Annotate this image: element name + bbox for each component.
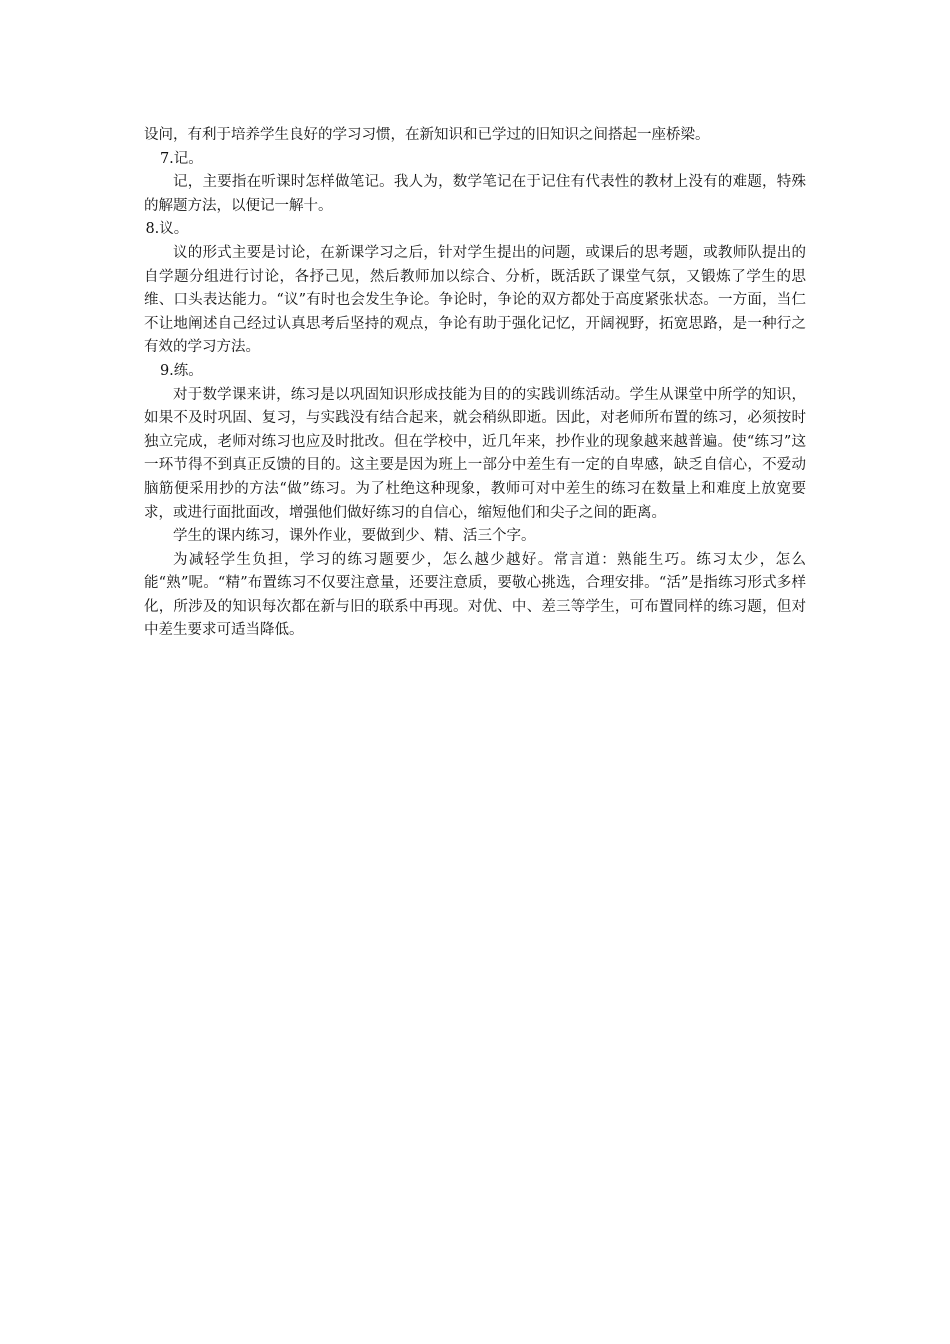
- document-body: [144, 124, 806, 643]
- paragraph-exercise-design: 为减轻学生负担，学习的练习题要少，怎么越少越好。常言道：熟能生巧。练习太少，怎么能“熟”呢。“精”布置练习不仅要注意量，还要注意质，要敬心挑选，合理安排。“活”是指练习形式多样化，所涉及的知识每次都在新与旧的联系中再现。对优、中、差三等学生，可布置同样的练习题，但对中差生要求可适当降低。: [144, 551, 806, 639]
- paragraph-discussion: 议的形式主要是讨论，在新课学习之后，针对学生提出的问题，或课后的思考题，或教师队提出的自学题分组进行讨论，各抒己见，然后教师加以综合、分析，既活跃了课堂气氛，又锻炼了学生的思维、口头表达能力。“议”有时也会发生争论。争论时，争论的双方都处于高度紧张状态。一方面，当仁不让地阐述自己经过认真思考后坚持的观点，争论有助于强化记忆，开阔视野，拓宽思路，是一种行之有效的学习方法。: [144, 244, 806, 356]
- section-heading-8: 8.议。: [145, 221, 189, 238]
- paragraph-practice: 对于数学课来讲，练习是以巩固知识形成技能为目的的实践训练活动。学生从课堂中所学的知识，如果不及时巩固、复习，与实践没有结合起来，就会稍纵即逝。因此，对老师所布置的练习，必须按时独立完成，老师对练习也应及时批改。但在学校中，近几年来，抄作业的现象越来越普遍。使“练习”这一环节得不到真正反馈的目的。这主要是因为班上一部分中差生有一定的自卑感，缺乏自信心，不爱动脑筋便采用抄的方法“做”练习。为了杜绝这种现象，教师可对中差生的练习在数量上和难度上放宽要求，或进行面批面改，增强他们做好练习的自信心，缩短他们和尖子之间的距离。: [144, 386, 806, 521]
- section-heading-9: 9.练。: [159, 362, 203, 379]
- section-heading-7: 7.记。: [159, 150, 203, 167]
- paragraph-note-taking: 记，主要指在听课时怎样做笔记。我人为，数学笔记在于记住有代表性的教材上没有的难题，特殊的解题方法，以便记一解十。: [144, 174, 806, 214]
- paragraph-continuation: 设问，有利于培养学生良好的学习习惯，在新知识和已学过的旧知识之间搭起一座桥梁。: [144, 127, 710, 143]
- paragraph-homework: 学生的课内练习，课外作业，要做到少、精、活三个字。: [173, 528, 536, 545]
